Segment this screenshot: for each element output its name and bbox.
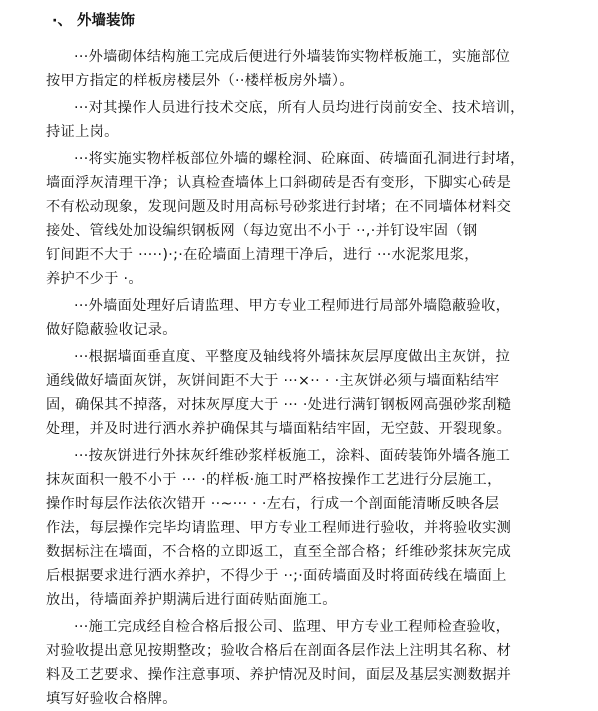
paragraph-line: 处理，并及时进行洒水养护确保其与墙面粘结牢固，无空鼓、开裂现象。 bbox=[46, 421, 512, 437]
paragraph-line: 接处、管线处加设编织钢板网（每边宽出不小于 ··,·并钉设牢固（钢 bbox=[46, 223, 478, 239]
paragraph-line: ···施工完成经自检合格后报公司、监理、甲方专业工程师检查验收， bbox=[74, 619, 511, 635]
paragraph-base-treatment bbox=[46, 147, 570, 291]
paragraph-line: 后根据要求进行洒水养护，不得少于 ··;·面砖墙面及时将面砖线在墙面上 bbox=[46, 568, 507, 584]
paragraph-line: 放出，待墙面养护期满后进行面砖贴面施工。 bbox=[46, 592, 337, 608]
paragraph-line: ···对其操作人员进行技术交底，所有人员均进行岗前安全、技术培训， bbox=[74, 100, 525, 116]
paragraph-line: 做好隐蔽验收记录。 bbox=[46, 322, 177, 338]
paragraph-plaster-markers bbox=[46, 345, 570, 441]
paragraph-sample-construction bbox=[46, 45, 570, 93]
section-heading: ·、 外墙装饰 bbox=[52, 13, 136, 29]
paragraph-line: ···按灰饼进行外抹灰纤维砂浆样板施工，涂料、面砖装饰外墙各施工 bbox=[74, 448, 511, 464]
paragraph-line: 操作时每层作法依次错开 ··~··· · ·左右，行成一个剖面能清晰反映各层 bbox=[46, 496, 500, 512]
paragraph-training bbox=[46, 96, 570, 144]
paragraph-line: 作法，每层操作完毕均请监理、甲方专业工程师进行验收，并将验收实测 bbox=[46, 520, 512, 536]
paragraph-line: 钉间距不大于 ·····)·;·在砼墙面上清理干净后，进行 ···水泥浆甩浆， bbox=[46, 247, 479, 263]
paragraph-line: 通线做好墙面灰饼，灰饼间距不大于 ···×·· · ·主灰饼必须与墙面粘结牢 bbox=[46, 373, 500, 389]
paragraph-line: 料及工艺要求、操作注意事项、养护情况及时间，面层及基层实测数据并 bbox=[46, 667, 512, 683]
paragraph-line: 数据标注在墙面，不合格的立即返工，直至全部合格；纤维砂浆抹灰完成 bbox=[46, 544, 512, 560]
paragraph-line: 对验收提出意见按期整改；验收合格后在剖面各层作法上注明其名称、材 bbox=[46, 643, 512, 659]
paragraph-line: 墙面浮灰清理干净；认真检查墙体上口斜砌砖是否有变形，下脚实心砖是 bbox=[46, 175, 512, 191]
paragraph-line: ···将实施实物样板部位外墙的螺栓洞、砼麻面、砖墙面孔洞进行封堵， bbox=[74, 151, 525, 167]
paragraph-hidden-inspection bbox=[46, 294, 570, 342]
paragraph-line: 不有松动现象，发现问题及时用高标号砂浆进行封堵；在不同墙体材料交 bbox=[46, 199, 512, 215]
paragraph-line: 抹灰面积一般不小于 ··· ·的样板·施工时严格按操作工艺进行分层施工， bbox=[46, 472, 502, 488]
paragraph-line: ···根据墙面垂直度、平整度及轴线将外墙抹灰层厚度做出主灰饼，拉 bbox=[74, 349, 511, 365]
paragraph-line: ···外墙面处理好后请监理、甲方专业工程师进行局部外墙隐蔽验收， bbox=[74, 298, 511, 314]
paragraph-line: 持证上岗。 bbox=[46, 124, 119, 140]
paragraph-line: 填写好验收合格牌。 bbox=[46, 691, 177, 707]
paragraph-line: 固，确保其不掉落，对抹灰厚度大于 ··· ·处进行满钉钢板网高强砂浆刮糙 bbox=[46, 397, 512, 413]
paragraph-line: ···外墙砌体结构施工完成后便进行外墙装饰实物样板施工，实施部位 bbox=[74, 49, 511, 65]
paragraph-acceptance bbox=[46, 615, 570, 711]
paragraph-plaster-sample bbox=[46, 444, 570, 612]
paragraph-line: 养护不少于 ·。 bbox=[46, 271, 143, 287]
paragraph-line: 按甲方指定的样板房楼层外（··楼样板房外墙）。 bbox=[46, 73, 354, 89]
